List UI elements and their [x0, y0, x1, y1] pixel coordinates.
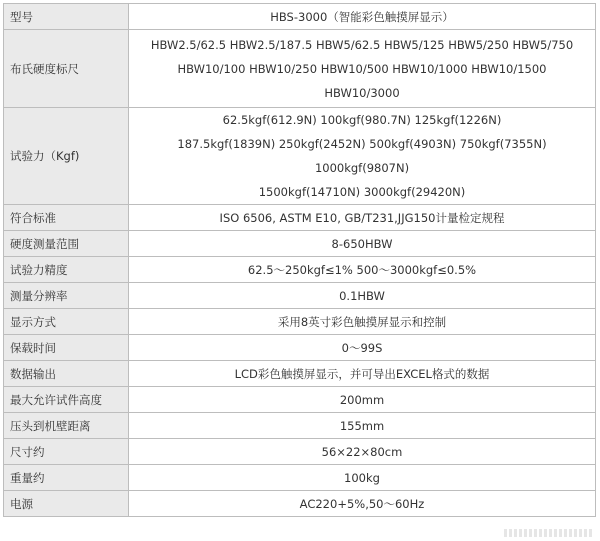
spec-value [129, 309, 596, 335]
spec-label: 保载时间 [4, 335, 129, 361]
spec-value [129, 413, 596, 439]
spec-row [4, 387, 596, 413]
spec-value-line: HBW10/100 HBW10/250 HBW10/500 HBW10/1000 HBW10/1500 [177, 61, 547, 76]
spec-value-line: 0.1HBW [339, 288, 385, 303]
spec-value-line: 155mm [339, 418, 385, 433]
spec-row [4, 491, 596, 517]
spec-value-line: LCD彩色触摸屏显示，并可导出EXCEL格式的数据 [234, 366, 490, 381]
spec-value [129, 283, 596, 309]
spec-label: 压头到机壁距离 [4, 413, 129, 439]
spec-value-line: ISO 6506, ASTM E10, GB/T231,JJG150计量检定规程 [219, 210, 505, 225]
spec-value [129, 439, 596, 465]
spec-value-line: 100kg [344, 470, 380, 485]
spec-row [4, 205, 596, 231]
spec-value [129, 361, 596, 387]
spec-value-line: 采用8英寸彩色触摸屏显示和控制 [277, 314, 447, 329]
spec-value-line: 8-650HBW [331, 236, 393, 251]
spec-row [4, 309, 596, 335]
spec-label: 硬度测量范围 [4, 231, 129, 257]
spec-label: 数据输出 [4, 361, 129, 387]
spec-value-line: HBW10/3000 [324, 85, 400, 100]
spec-value [129, 335, 596, 361]
spec-value-line: 187.5kgf(1839N) 250kgf(2452N) 500kgf(4903N) 750kgf(7355N) 1000kgf(9807N) [177, 137, 547, 175]
spec-value-line: HBW2.5/62.5 HBW2.5/187.5 HBW5/62.5 HBW5/125 HBW5/250 HBW5/750 [150, 37, 574, 52]
spec-value-line: 62.5kgf(612.9N) 100kgf(980.7N) 125kgf(1226N) [222, 113, 502, 127]
spec-label: 显示方式 [4, 309, 129, 335]
spec-row [4, 413, 596, 439]
spec-value-line: 56×22×80cm [321, 444, 403, 459]
spec-table-body [4, 4, 596, 517]
spec-label: 型号 [4, 4, 129, 30]
spec-value-line: AC220+5%,50～60Hz [299, 496, 425, 511]
spec-row [4, 361, 596, 387]
spec-value [129, 465, 596, 491]
spec-row [4, 108, 596, 205]
spec-label: 重量约 [4, 465, 129, 491]
spec-label: 最大允许试件高度 [4, 387, 129, 413]
spec-row [4, 4, 596, 30]
spec-value [129, 387, 596, 413]
spec-label: 电源 [4, 491, 129, 517]
spec-value-line: 62.5～250kgf≤1% 500～3000kgf≤0.5% [247, 262, 477, 277]
spec-label: 符合标准 [4, 205, 129, 231]
spec-row [4, 439, 596, 465]
spec-value [129, 231, 596, 257]
spec-row [4, 335, 596, 361]
spec-label: 尺寸约 [4, 439, 129, 465]
spec-label: 测量分辨率 [4, 283, 129, 309]
spec-label: 布氏硬度标尺 [4, 30, 129, 108]
spec-value [129, 108, 596, 205]
spec-row [4, 30, 596, 108]
spec-table [3, 3, 596, 517]
spec-value-line: HBS-3000（智能彩色触摸屏显示） [270, 9, 454, 24]
spec-value-line: 0～99S [341, 340, 383, 355]
spec-value [129, 257, 596, 283]
spec-label: 试验力（Kgf) [4, 108, 129, 205]
spec-row [4, 283, 596, 309]
spec-row [4, 465, 596, 491]
spec-value-line: 200mm [339, 392, 385, 407]
spec-value-line: 1500kgf(14710N) 3000kgf(29420N) [258, 185, 466, 199]
spec-value [129, 30, 596, 108]
spec-label: 试验力精度 [4, 257, 129, 283]
spec-value [129, 491, 596, 517]
spec-row [4, 257, 596, 283]
spec-value [129, 205, 596, 231]
spec-row [4, 231, 596, 257]
watermark [504, 529, 594, 537]
spec-value [129, 4, 596, 30]
